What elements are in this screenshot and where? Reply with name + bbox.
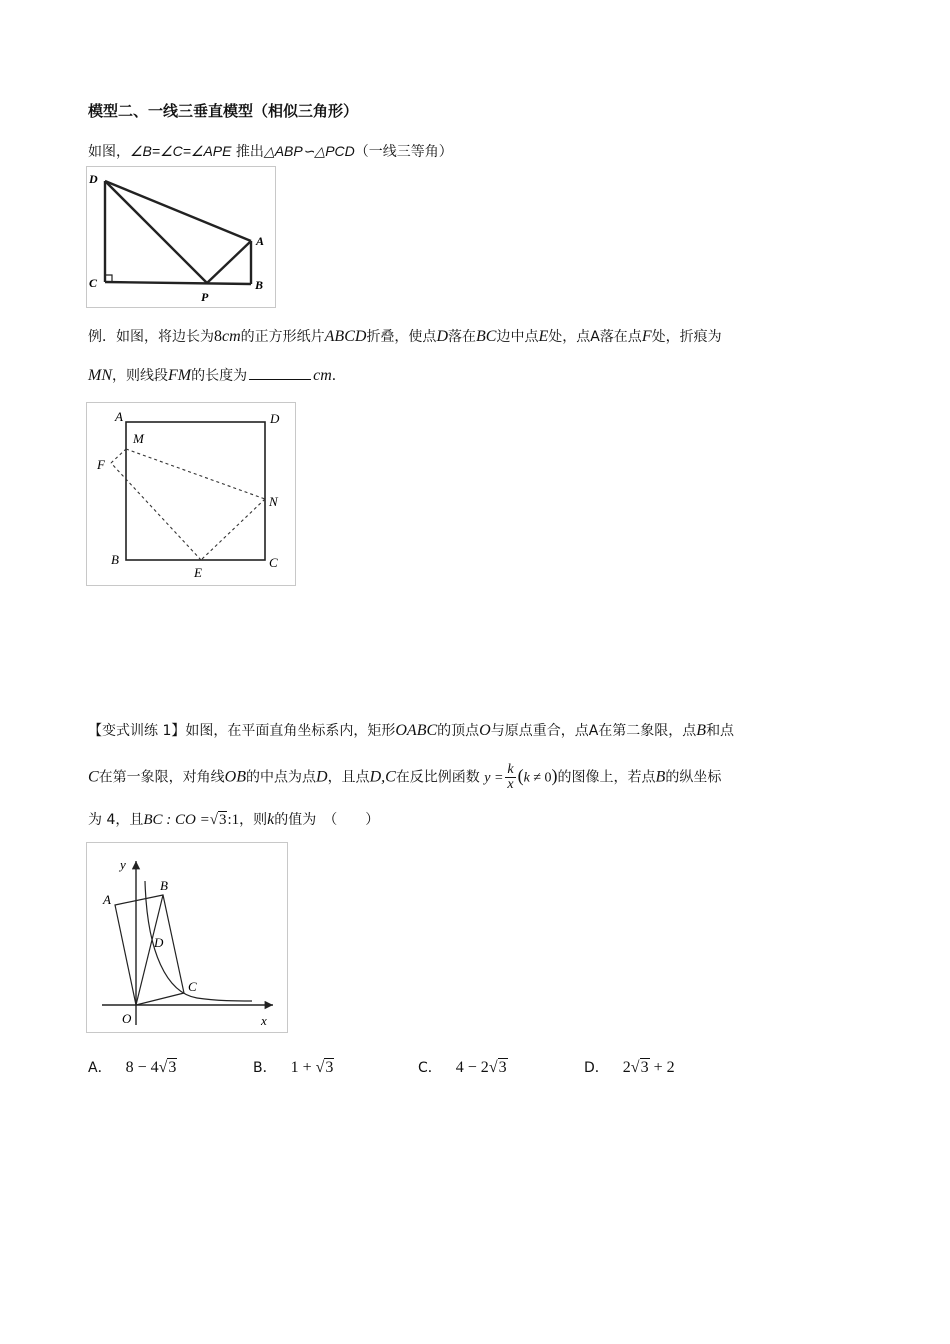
intro-text-3: （一线三等角） <box>354 144 453 160</box>
option-radicand: 3 <box>168 1059 177 1076</box>
label-m: M <box>133 431 144 446</box>
square-name: ABCD <box>324 328 367 345</box>
point-o: O <box>479 722 491 739</box>
label-x: x <box>261 1013 267 1028</box>
variant-line-1 <box>88 721 734 741</box>
side-bc: BC <box>476 328 497 345</box>
model-intro <box>88 141 453 162</box>
intro-text-2: 推出 <box>231 144 264 160</box>
option-value: 8 − 4 <box>125 1059 159 1076</box>
label-a: A <box>115 409 123 424</box>
side-length: 8 <box>214 328 222 345</box>
fraction-k-over-x <box>505 763 515 792</box>
point-b: B <box>696 722 707 739</box>
similarity-conclusion: △ABP∽△PCD <box>263 143 355 159</box>
variant-text: 的顶点 <box>437 723 480 739</box>
diagonal-ob: OB <box>224 768 246 786</box>
function-y: y = <box>484 770 504 786</box>
example-text: 处，折痕为 <box>651 329 722 345</box>
square-abcd <box>126 422 265 560</box>
label-e: E <box>194 565 202 580</box>
point-d: D <box>436 328 448 345</box>
point-c: C <box>88 768 99 786</box>
variant-tag: 【变式训练 1】 <box>88 723 186 739</box>
figure-one-line-three-angles <box>86 166 276 308</box>
point-e: E <box>538 328 549 345</box>
option-letter: D． <box>584 1060 609 1076</box>
point-a: A <box>588 723 599 739</box>
option-value: 1 + <box>290 1059 316 1076</box>
option-value: 4 − 2 <box>455 1059 489 1076</box>
diagonal-ob <box>136 895 163 1005</box>
figure-1-svg <box>87 167 275 307</box>
ratio-rhs: :1 <box>227 812 240 828</box>
label-y: y <box>120 857 126 872</box>
point-f: F <box>641 328 652 345</box>
answer-blank <box>249 365 311 380</box>
variant-text: ，则 <box>239 812 268 828</box>
fold-line-ne <box>201 499 265 560</box>
segment-da <box>105 181 251 241</box>
option-letter: C． <box>418 1060 442 1076</box>
label-a: A <box>256 234 265 248</box>
label-p: P <box>201 290 209 304</box>
example-text: 落在点 <box>599 329 642 345</box>
example-text: 边中点 <box>496 329 539 345</box>
example-line-1 <box>88 327 722 347</box>
rect-oabc: OABC <box>395 722 438 739</box>
option-value: 2 <box>622 1059 631 1076</box>
option-radicand: 3 <box>498 1059 507 1076</box>
variant-text: 在第一象限，对角线 <box>98 769 225 786</box>
variable-k: k <box>267 811 275 828</box>
figure-3-svg <box>87 843 287 1032</box>
variant-text: 的图像上，若点 <box>557 769 656 786</box>
label-b: B <box>111 552 119 567</box>
fraction-denominator: x <box>507 777 514 792</box>
unit-cm: cm <box>222 328 241 345</box>
variant-text: ，且点 <box>327 769 370 786</box>
example-text: 折叠，使点 <box>366 329 437 345</box>
crease-line-mn <box>126 449 265 499</box>
label-b: B <box>160 878 168 893</box>
label-a: A <box>103 892 111 907</box>
point-b: B <box>655 768 666 786</box>
unit-cm: cm <box>313 367 332 384</box>
figure-folded-square <box>86 402 296 586</box>
label-d: D <box>89 172 98 186</box>
variant-text: 在第二象限，点 <box>598 723 697 739</box>
variant-text: 在反比例函数 <box>395 769 480 786</box>
label-f: F <box>97 457 105 472</box>
point-a: A <box>590 329 600 345</box>
angle-condition: ∠B=∠C=∠APE <box>130 143 232 159</box>
label-d: D <box>270 411 280 426</box>
example-text: ． <box>331 368 346 384</box>
label-o: O <box>122 1011 132 1026</box>
label-c: C <box>269 555 278 570</box>
figure-coordinate-rectangle <box>86 842 288 1033</box>
variant-text: 的中点为点 <box>246 769 316 786</box>
section-title: 模型二、一线三垂直模型（相似三角形） <box>88 102 359 120</box>
segment-pa <box>207 241 251 283</box>
crease-mn: MN <box>88 367 112 384</box>
condition-nonzero: ≠ 0 <box>529 770 552 786</box>
ratio-lhs: BC : CO = <box>143 812 210 828</box>
option-letter: B． <box>253 1060 277 1076</box>
point-d: D <box>316 768 328 786</box>
example-text: 的长度为 <box>191 368 248 384</box>
fold-line-ef <box>111 463 201 560</box>
example-text: 处，点 <box>548 329 591 345</box>
variant-text: 的值为 （ ） <box>274 812 380 828</box>
label-b: B <box>255 278 264 292</box>
option-radicand: 3 <box>640 1059 649 1076</box>
condition-k: k <box>523 770 530 786</box>
option-letter: A． <box>88 1060 112 1076</box>
option-c[interactable]: C． 4 − 2√3 <box>418 1059 507 1076</box>
segment-cb <box>105 282 251 284</box>
variant-text: 和点 <box>706 723 735 739</box>
variant-line-3: 为 4，且BC : CO =√3:1，则k的值为 （ ） <box>88 811 380 828</box>
points-dc: D,C <box>369 768 396 786</box>
intro-text-1: 如图， <box>88 144 130 160</box>
label-c: C <box>188 979 197 994</box>
variant-text: 与原点重合，点 <box>490 723 589 739</box>
example-line-2 <box>88 365 346 386</box>
figure-2-svg <box>87 403 295 585</box>
label-n: N <box>269 494 278 509</box>
ratio-radicand: 3 <box>218 812 227 828</box>
option-d[interactable]: D． 2√3 + 2 <box>584 1059 675 1076</box>
segment-dp <box>105 181 207 283</box>
variant-text: 的纵坐标 <box>665 769 722 786</box>
option-value-tail: + 2 <box>649 1059 675 1076</box>
fold-line-fm <box>111 449 126 463</box>
option-radicand: 3 <box>325 1059 334 1076</box>
option-a[interactable]: A． 8 − 4√3 <box>88 1059 177 1076</box>
label-d: D <box>154 935 164 950</box>
example-text: ，则线段 <box>112 368 168 384</box>
variant-line-2: C在第一象限，对角线OB的中点为点D，且点D,C在反比例函数 y = $\frac{k}{x}$ (k ≠ 0)的图像上，若点B的纵坐标 <box>88 762 722 792</box>
option-b[interactable]: B． 1 + √3 <box>253 1059 334 1076</box>
example-text: 例．如图，将边长为 <box>88 329 214 345</box>
segment-fm: FM <box>168 367 192 384</box>
example-text: 落在 <box>448 329 476 345</box>
example-text: 的正方形纸片 <box>240 329 325 345</box>
variant-text: 如图，在平面直角坐标系内，矩形 <box>185 723 396 739</box>
label-c: C <box>89 276 98 290</box>
variant-text: 为 4，且 <box>88 812 144 828</box>
fraction-numerator: k <box>507 762 514 777</box>
